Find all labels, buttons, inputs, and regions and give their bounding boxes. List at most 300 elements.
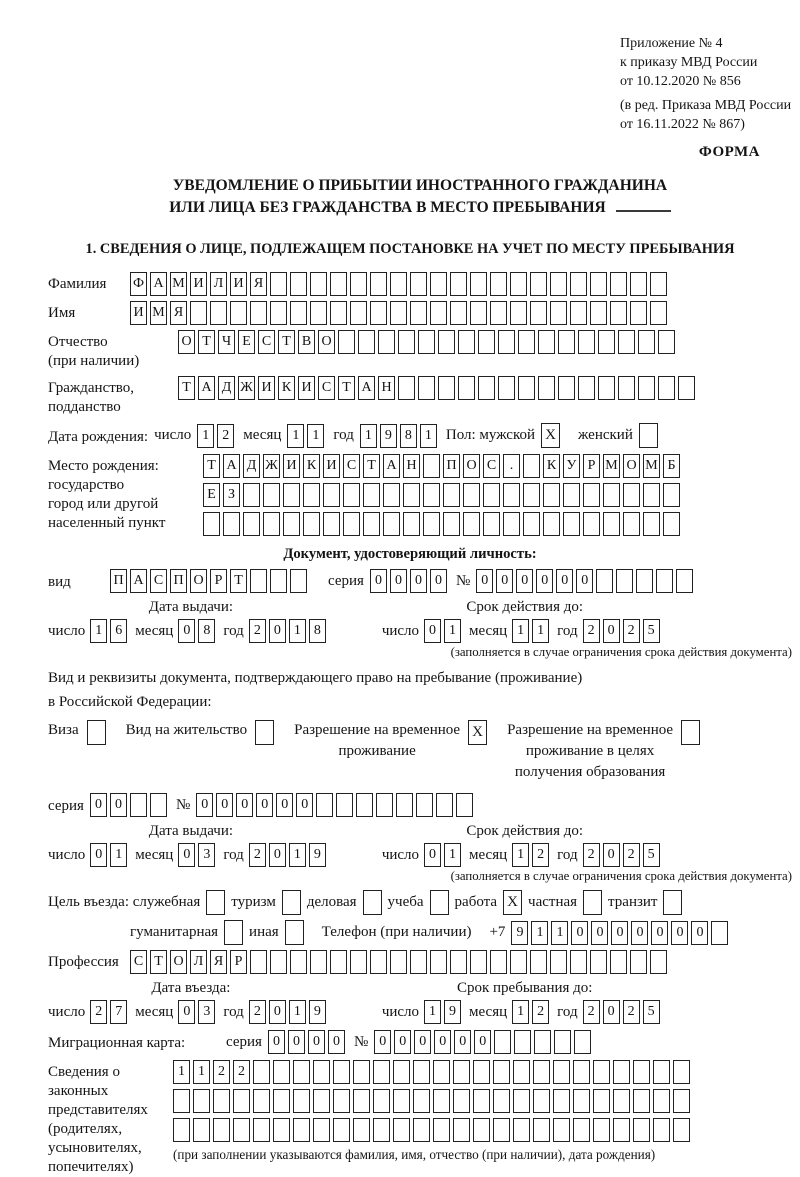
char-cell: 1 bbox=[531, 921, 548, 945]
char-cell bbox=[478, 330, 495, 354]
char-cell bbox=[250, 301, 267, 325]
char-cell: Б bbox=[663, 454, 680, 478]
char-cell: 0 bbox=[269, 843, 286, 867]
char-cell bbox=[316, 793, 333, 817]
char-cell bbox=[630, 301, 647, 325]
char-cell: 8 bbox=[400, 424, 417, 448]
char-cell bbox=[663, 512, 680, 536]
temporary-residence-education-option bbox=[507, 720, 700, 783]
migration-number-cells bbox=[374, 1030, 594, 1054]
char-cell: И bbox=[190, 272, 207, 296]
char-cell bbox=[383, 483, 400, 507]
char-cell bbox=[523, 454, 540, 478]
char-cell bbox=[470, 301, 487, 325]
char-cell bbox=[313, 1118, 330, 1142]
char-cell: 1 bbox=[512, 843, 529, 867]
char-cell bbox=[233, 1089, 250, 1113]
char-cell: П bbox=[110, 569, 127, 593]
char-cell bbox=[213, 1089, 230, 1113]
char-cell bbox=[313, 1089, 330, 1113]
char-cell bbox=[473, 1060, 490, 1084]
char-cell bbox=[253, 1089, 270, 1113]
char-cell bbox=[518, 330, 535, 354]
char-cell: 0 bbox=[296, 793, 313, 817]
char-cell bbox=[473, 1118, 490, 1142]
stay-until-heading: Срок пребывания до: bbox=[456, 980, 593, 996]
char-cell bbox=[130, 793, 147, 817]
stay-expiry-day-cells bbox=[424, 843, 464, 867]
char-cell bbox=[653, 1118, 670, 1142]
char-cell: Л bbox=[190, 950, 207, 974]
char-cell bbox=[418, 330, 435, 354]
char-cell bbox=[613, 1060, 630, 1084]
char-cell: 0 bbox=[474, 1030, 491, 1054]
char-cell bbox=[233, 1118, 250, 1142]
char-cell bbox=[470, 950, 487, 974]
stay-issue-month-cells bbox=[178, 843, 218, 867]
identity-doc-heading: Документ, удостоверяющий личность: bbox=[283, 546, 537, 562]
char-cell: К bbox=[278, 376, 295, 400]
char-cell: Т bbox=[178, 376, 195, 400]
purpose-humanitarian-label: гуманитарная bbox=[130, 924, 219, 940]
char-cell: Е bbox=[203, 483, 220, 507]
char-cell bbox=[303, 483, 320, 507]
char-cell: 0 bbox=[434, 1030, 451, 1054]
char-cell: М bbox=[170, 272, 187, 296]
char-cell bbox=[230, 301, 247, 325]
char-cell: Т bbox=[363, 454, 380, 478]
representatives-row1 bbox=[173, 1060, 693, 1084]
char-cell bbox=[593, 1089, 610, 1113]
char-cell bbox=[373, 1089, 390, 1113]
char-cell bbox=[558, 376, 575, 400]
char-cell bbox=[443, 483, 460, 507]
char-cell bbox=[350, 950, 367, 974]
blank-underline bbox=[616, 210, 671, 212]
char-cell: 0 bbox=[110, 793, 127, 817]
char-cell bbox=[293, 1118, 310, 1142]
char-cell: Л bbox=[210, 272, 227, 296]
char-cell bbox=[433, 1060, 450, 1084]
char-cell bbox=[513, 1089, 530, 1113]
char-cell: 9 bbox=[309, 843, 326, 867]
doc-type-label: вид bbox=[48, 574, 71, 590]
char-cell: О bbox=[318, 330, 335, 354]
char-cell bbox=[530, 950, 547, 974]
char-cell bbox=[543, 512, 560, 536]
birth-place-row3 bbox=[203, 512, 683, 536]
char-cell bbox=[270, 950, 287, 974]
char-cell bbox=[610, 272, 627, 296]
char-cell bbox=[410, 301, 427, 325]
char-cell: В bbox=[298, 330, 315, 354]
char-cell: 2 bbox=[249, 843, 266, 867]
purpose-business-checkbox bbox=[363, 890, 382, 915]
char-cell: Р bbox=[230, 950, 247, 974]
entry-month-cells bbox=[178, 1000, 218, 1024]
char-cell bbox=[290, 950, 307, 974]
entry-date-col bbox=[48, 980, 334, 1024]
char-cell: 2 bbox=[532, 1000, 549, 1024]
stay-doc-series-cells bbox=[90, 793, 170, 817]
stay-until-day-cells bbox=[424, 1000, 464, 1024]
char-cell bbox=[290, 301, 307, 325]
surname-row bbox=[48, 272, 792, 296]
migration-series-cells bbox=[268, 1030, 348, 1054]
char-cell: С bbox=[258, 330, 275, 354]
expiry-note: (заполняется в случае ограничения срока действия документа) bbox=[450, 645, 792, 659]
firstname-cells bbox=[130, 301, 670, 325]
char-cell: 0 bbox=[178, 843, 195, 867]
char-cell bbox=[458, 376, 475, 400]
char-cell: К bbox=[543, 454, 560, 478]
char-cell bbox=[603, 483, 620, 507]
char-cell: 0 bbox=[430, 569, 447, 593]
char-cell bbox=[413, 1089, 430, 1113]
temporary-residence-option bbox=[294, 720, 487, 762]
purpose-business-label: деловая bbox=[306, 894, 357, 910]
char-cell bbox=[290, 272, 307, 296]
char-cell: 2 bbox=[213, 1060, 230, 1084]
char-cell bbox=[590, 950, 607, 974]
char-cell bbox=[453, 1118, 470, 1142]
expiry-day-cells bbox=[424, 619, 464, 643]
char-cell bbox=[623, 483, 640, 507]
temporary-residence-education-checkbox bbox=[681, 720, 700, 745]
char-cell bbox=[650, 272, 667, 296]
char-cell: Р bbox=[210, 569, 227, 593]
number-label: № bbox=[353, 1033, 369, 1050]
char-cell: 0 bbox=[394, 1030, 411, 1054]
expiry-month-cells bbox=[512, 619, 552, 643]
char-cell bbox=[510, 272, 527, 296]
char-cell bbox=[310, 950, 327, 974]
stay-expiry-note: (заполняется в случае ограничения срока действия документа) bbox=[450, 869, 792, 883]
char-cell bbox=[413, 1060, 430, 1084]
char-cell: Ч bbox=[218, 330, 235, 354]
day-label: число bbox=[48, 1003, 86, 1020]
month-label: месяц bbox=[469, 1003, 508, 1020]
migration-card-row bbox=[48, 1030, 792, 1054]
char-cell bbox=[573, 1089, 590, 1113]
purpose-other-checkbox bbox=[285, 920, 304, 945]
char-cell: 0 bbox=[414, 1030, 431, 1054]
doc-series-cells bbox=[370, 569, 450, 593]
year-label: год bbox=[557, 1003, 578, 1020]
char-cell: 0 bbox=[671, 921, 688, 945]
char-cell: 2 bbox=[249, 619, 266, 643]
char-cell bbox=[396, 793, 413, 817]
char-cell: И bbox=[230, 272, 247, 296]
char-cell bbox=[678, 376, 695, 400]
char-cell bbox=[353, 1060, 370, 1084]
char-cell bbox=[543, 483, 560, 507]
char-cell bbox=[290, 569, 307, 593]
expiry-date-col bbox=[382, 599, 668, 643]
char-cell: 1 bbox=[551, 921, 568, 945]
phone-label: Телефон (при наличии) bbox=[321, 924, 472, 940]
char-cell: 0 bbox=[90, 843, 107, 867]
char-cell: 2 bbox=[233, 1060, 250, 1084]
char-cell: 0 bbox=[178, 1000, 195, 1024]
char-cell bbox=[293, 1060, 310, 1084]
char-cell bbox=[550, 301, 567, 325]
char-cell: Т bbox=[230, 569, 247, 593]
char-cell bbox=[410, 272, 427, 296]
series-label: серия bbox=[328, 572, 364, 589]
form-title-line1: УВЕДОМЛЕНИЕ О ПРИБЫТИИ ИНОСТРАННОГО ГРАЖДАНИНА bbox=[172, 177, 668, 194]
char-cell bbox=[433, 1118, 450, 1142]
char-cell bbox=[493, 1089, 510, 1113]
char-cell bbox=[283, 483, 300, 507]
form-title-line2 bbox=[48, 197, 792, 219]
char-cell bbox=[370, 301, 387, 325]
char-cell bbox=[653, 1060, 670, 1084]
char-cell: Е bbox=[238, 330, 255, 354]
representatives-row3 bbox=[173, 1118, 693, 1142]
char-cell bbox=[436, 793, 453, 817]
char-cell bbox=[393, 1089, 410, 1113]
char-cell bbox=[393, 1118, 410, 1142]
char-cell bbox=[330, 272, 347, 296]
char-cell bbox=[243, 512, 260, 536]
char-cell bbox=[343, 512, 360, 536]
month-label: месяц bbox=[469, 846, 508, 863]
char-cell bbox=[463, 483, 480, 507]
issue-date-heading: Дата выдачи: bbox=[148, 599, 234, 615]
representatives-row2 bbox=[173, 1089, 693, 1113]
year-label: год bbox=[333, 427, 354, 443]
day-label: число bbox=[381, 1003, 420, 1020]
char-cell: А bbox=[223, 454, 240, 478]
patronymic-row bbox=[48, 330, 792, 371]
char-cell: О bbox=[623, 454, 640, 478]
month-label: месяц bbox=[135, 1003, 174, 1020]
char-cell bbox=[370, 272, 387, 296]
char-cell bbox=[638, 376, 655, 400]
char-cell: 2 bbox=[623, 619, 640, 643]
char-cell: К bbox=[303, 454, 320, 478]
month-label: месяц bbox=[469, 622, 508, 639]
char-cell bbox=[418, 376, 435, 400]
stay-until-year-cells bbox=[583, 1000, 663, 1024]
char-cell bbox=[643, 512, 660, 536]
char-cell: С bbox=[150, 569, 167, 593]
char-cell: 1 bbox=[197, 424, 214, 448]
migration-card-label: Миграционная карта: bbox=[48, 1035, 186, 1051]
char-cell: 0 bbox=[536, 569, 553, 593]
char-cell bbox=[574, 1030, 591, 1054]
firstname-row bbox=[48, 301, 792, 325]
char-cell bbox=[456, 793, 473, 817]
day-label: число bbox=[48, 622, 86, 639]
char-cell bbox=[533, 1118, 550, 1142]
char-cell bbox=[333, 1089, 350, 1113]
char-cell bbox=[638, 330, 655, 354]
char-cell: О bbox=[170, 950, 187, 974]
char-cell bbox=[373, 1060, 390, 1084]
char-cell bbox=[323, 483, 340, 507]
char-cell: 0 bbox=[269, 619, 286, 643]
char-cell: О bbox=[178, 330, 195, 354]
char-cell: 2 bbox=[583, 843, 600, 867]
char-cell: 0 bbox=[370, 569, 387, 593]
phone-prefix: +7 bbox=[489, 924, 506, 940]
section1-heading: 1. СВЕДЕНИЯ О ЛИЦЕ, ПОДЛЕЖАЩЕМ ПОСТАНОВКЕ НА УЧЕТ ПО МЕСТУ ПРЕБЫВАНИЯ bbox=[85, 241, 735, 257]
char-cell bbox=[656, 569, 673, 593]
char-cell bbox=[593, 1060, 610, 1084]
char-cell bbox=[303, 512, 320, 536]
char-cell bbox=[263, 483, 280, 507]
char-cell: А bbox=[358, 376, 375, 400]
purpose-row bbox=[48, 890, 792, 915]
profession-label: Профессия bbox=[48, 954, 119, 970]
sex-male-label: Пол: мужской bbox=[445, 427, 536, 443]
char-cell bbox=[356, 793, 373, 817]
form-title-line2-text: ИЛИ ЛИЦА БЕЗ ГРАЖДАНСТВА В МЕСТО ПРЕБЫВАНИЯ bbox=[169, 199, 606, 216]
month-label: месяц bbox=[135, 846, 174, 863]
char-cell bbox=[250, 950, 267, 974]
char-cell: 0 bbox=[476, 569, 493, 593]
char-cell bbox=[378, 330, 395, 354]
purpose-transit-checkbox bbox=[663, 890, 682, 915]
char-cell bbox=[373, 1118, 390, 1142]
char-cell bbox=[463, 512, 480, 536]
char-cell bbox=[243, 483, 260, 507]
birth-place-row1 bbox=[203, 454, 683, 478]
char-cell: 2 bbox=[217, 424, 234, 448]
purpose-work-checkbox: X bbox=[503, 890, 522, 915]
char-cell: 1 bbox=[444, 843, 461, 867]
year-label: год bbox=[557, 846, 578, 863]
char-cell: А bbox=[150, 272, 167, 296]
char-cell: А bbox=[130, 569, 147, 593]
char-cell bbox=[578, 330, 595, 354]
char-cell bbox=[513, 1060, 530, 1084]
char-cell: Ф bbox=[130, 272, 147, 296]
char-cell: 0 bbox=[288, 1030, 305, 1054]
char-cell: 3 bbox=[198, 1000, 215, 1024]
ref-line-5: от 16.11.2022 № 867) bbox=[620, 117, 745, 132]
char-cell bbox=[343, 483, 360, 507]
char-cell bbox=[470, 272, 487, 296]
char-cell bbox=[603, 512, 620, 536]
residence-permit-label: Вид на жительство bbox=[125, 722, 248, 738]
firstname-label: Имя bbox=[48, 305, 76, 321]
char-cell: 1 bbox=[90, 619, 107, 643]
char-cell: Ж bbox=[238, 376, 255, 400]
representatives-label: Сведения о законных представителях (родителях, усыновителях, попечителях) bbox=[48, 1064, 148, 1175]
visa-option bbox=[48, 720, 106, 745]
char-cell: 9 bbox=[511, 921, 528, 945]
char-cell bbox=[193, 1118, 210, 1142]
char-cell bbox=[633, 1089, 650, 1113]
char-cell: Д bbox=[243, 454, 260, 478]
stay-doc-intro-line1: Вид и реквизиты документа, подтверждающего право на пребывание (проживание) bbox=[48, 670, 583, 686]
female-checkbox bbox=[639, 423, 658, 448]
char-cell bbox=[443, 512, 460, 536]
doc-number-cells bbox=[476, 569, 696, 593]
month-label: месяц bbox=[135, 622, 174, 639]
char-cell: 1 bbox=[424, 1000, 441, 1024]
year-label: год bbox=[223, 846, 244, 863]
visa-checkbox bbox=[87, 720, 106, 745]
char-cell bbox=[630, 950, 647, 974]
stay-doc-intro-line2: в Российской Федерации: bbox=[48, 694, 212, 710]
char-cell: 0 bbox=[90, 793, 107, 817]
char-cell: 0 bbox=[236, 793, 253, 817]
char-cell: С bbox=[343, 454, 360, 478]
char-cell bbox=[573, 1060, 590, 1084]
char-cell bbox=[353, 1089, 370, 1113]
temporary-residence-checkbox: X bbox=[468, 720, 487, 745]
char-cell bbox=[598, 376, 615, 400]
stay-doc-intro bbox=[48, 666, 792, 714]
char-cell: 1 bbox=[360, 424, 377, 448]
identity-doc-dates bbox=[48, 599, 792, 643]
char-cell bbox=[490, 301, 507, 325]
year-label: год bbox=[557, 622, 578, 639]
month-label: месяц bbox=[243, 427, 282, 443]
char-cell: 0 bbox=[256, 793, 273, 817]
birth-year-cells bbox=[360, 424, 440, 448]
char-cell: И bbox=[298, 376, 315, 400]
residence-permit-checkbox bbox=[255, 720, 274, 745]
char-cell: 0 bbox=[571, 921, 588, 945]
char-cell bbox=[393, 1060, 410, 1084]
char-cell: 1 bbox=[173, 1060, 190, 1084]
surname-label: Фамилия bbox=[48, 276, 107, 292]
char-cell bbox=[253, 1118, 270, 1142]
char-cell: 0 bbox=[216, 793, 233, 817]
char-cell bbox=[213, 1118, 230, 1142]
char-cell bbox=[363, 512, 380, 536]
char-cell bbox=[398, 376, 415, 400]
char-cell: 5 bbox=[643, 843, 660, 867]
char-cell bbox=[514, 1030, 531, 1054]
char-cell bbox=[498, 330, 515, 354]
char-cell: З bbox=[223, 483, 240, 507]
char-cell bbox=[518, 376, 535, 400]
patronymic-label: Отчество (при наличии) bbox=[48, 334, 140, 369]
char-cell bbox=[578, 376, 595, 400]
purpose-private-checkbox bbox=[583, 890, 602, 915]
char-cell bbox=[583, 483, 600, 507]
char-cell bbox=[430, 272, 447, 296]
char-cell bbox=[450, 272, 467, 296]
char-cell: Ж bbox=[263, 454, 280, 478]
char-cell: 0 bbox=[178, 619, 195, 643]
char-cell bbox=[270, 569, 287, 593]
char-cell: 0 bbox=[424, 619, 441, 643]
char-cell: 1 bbox=[289, 619, 306, 643]
representatives-block bbox=[48, 1060, 792, 1177]
char-cell bbox=[673, 1060, 690, 1084]
surname-cells bbox=[130, 272, 670, 296]
stay-doc-options bbox=[48, 720, 792, 783]
char-cell: 5 bbox=[643, 619, 660, 643]
char-cell bbox=[510, 950, 527, 974]
char-cell bbox=[193, 1089, 210, 1113]
char-cell: 0 bbox=[454, 1030, 471, 1054]
char-cell bbox=[618, 330, 635, 354]
char-cell bbox=[293, 1089, 310, 1113]
series-label: серия bbox=[48, 798, 84, 814]
ref-line-2: к приказу МВД России bbox=[620, 55, 758, 70]
char-cell: 2 bbox=[249, 1000, 266, 1024]
char-cell bbox=[423, 483, 440, 507]
char-cell: С bbox=[130, 950, 147, 974]
